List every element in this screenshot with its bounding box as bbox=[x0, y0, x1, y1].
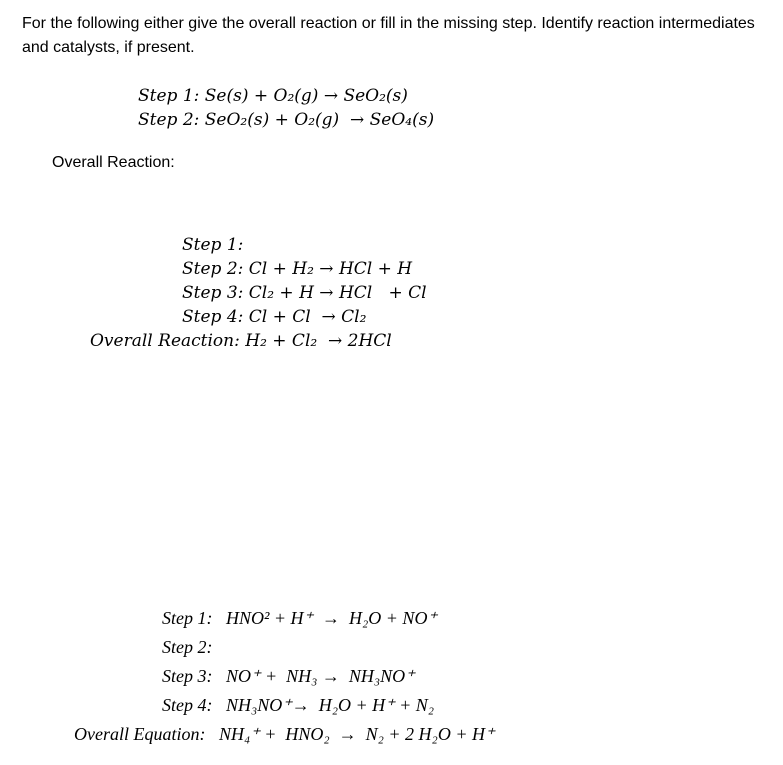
problem2-step2: Step 2: Cl + H₂ → HCl + H bbox=[182, 259, 413, 279]
problem2-step3: Step 3: Cl₂ + H → HCl + Cl bbox=[182, 283, 427, 303]
problem3-step3: Step 3: NO⁺ + NH₃ → NH₃NO⁺ bbox=[162, 666, 415, 686]
problem2-overall: Overall Reaction: H₂ + Cl₂ → 2HCl bbox=[90, 331, 392, 351]
problem1-overall-label: Overall Reaction: bbox=[52, 154, 175, 171]
problem3-overall: Overall Equation: NH₄⁺ + HNO₂ → N₂ + 2 H₂O + H⁺ bbox=[74, 724, 495, 744]
problem3-step2: Step 2: bbox=[162, 637, 213, 657]
problem2-step1: Step 1: bbox=[182, 235, 244, 255]
problem2-step4: Step 4: Cl + Cl → Cl₂ bbox=[182, 307, 367, 327]
problem3-step1: Step 1: HNO² + H⁺ → H₂O + NO⁺ bbox=[162, 608, 437, 628]
problem1-step1: Step 1: Se(s) + O₂(g) → SeO₂(s) bbox=[138, 86, 408, 106]
instructions-text: For the following either give the overall reaction or fill in the missing step. Identify reaction intermediates and catalysts, if present. bbox=[22, 15, 755, 56]
problem3-step4: Step 4: NH₃NO⁺→ H₂O + H⁺ + N₂ bbox=[162, 695, 435, 715]
problem1-step2: Step 2: SeO₂(s) + O₂(g) → SeO₄(s) bbox=[138, 110, 435, 130]
